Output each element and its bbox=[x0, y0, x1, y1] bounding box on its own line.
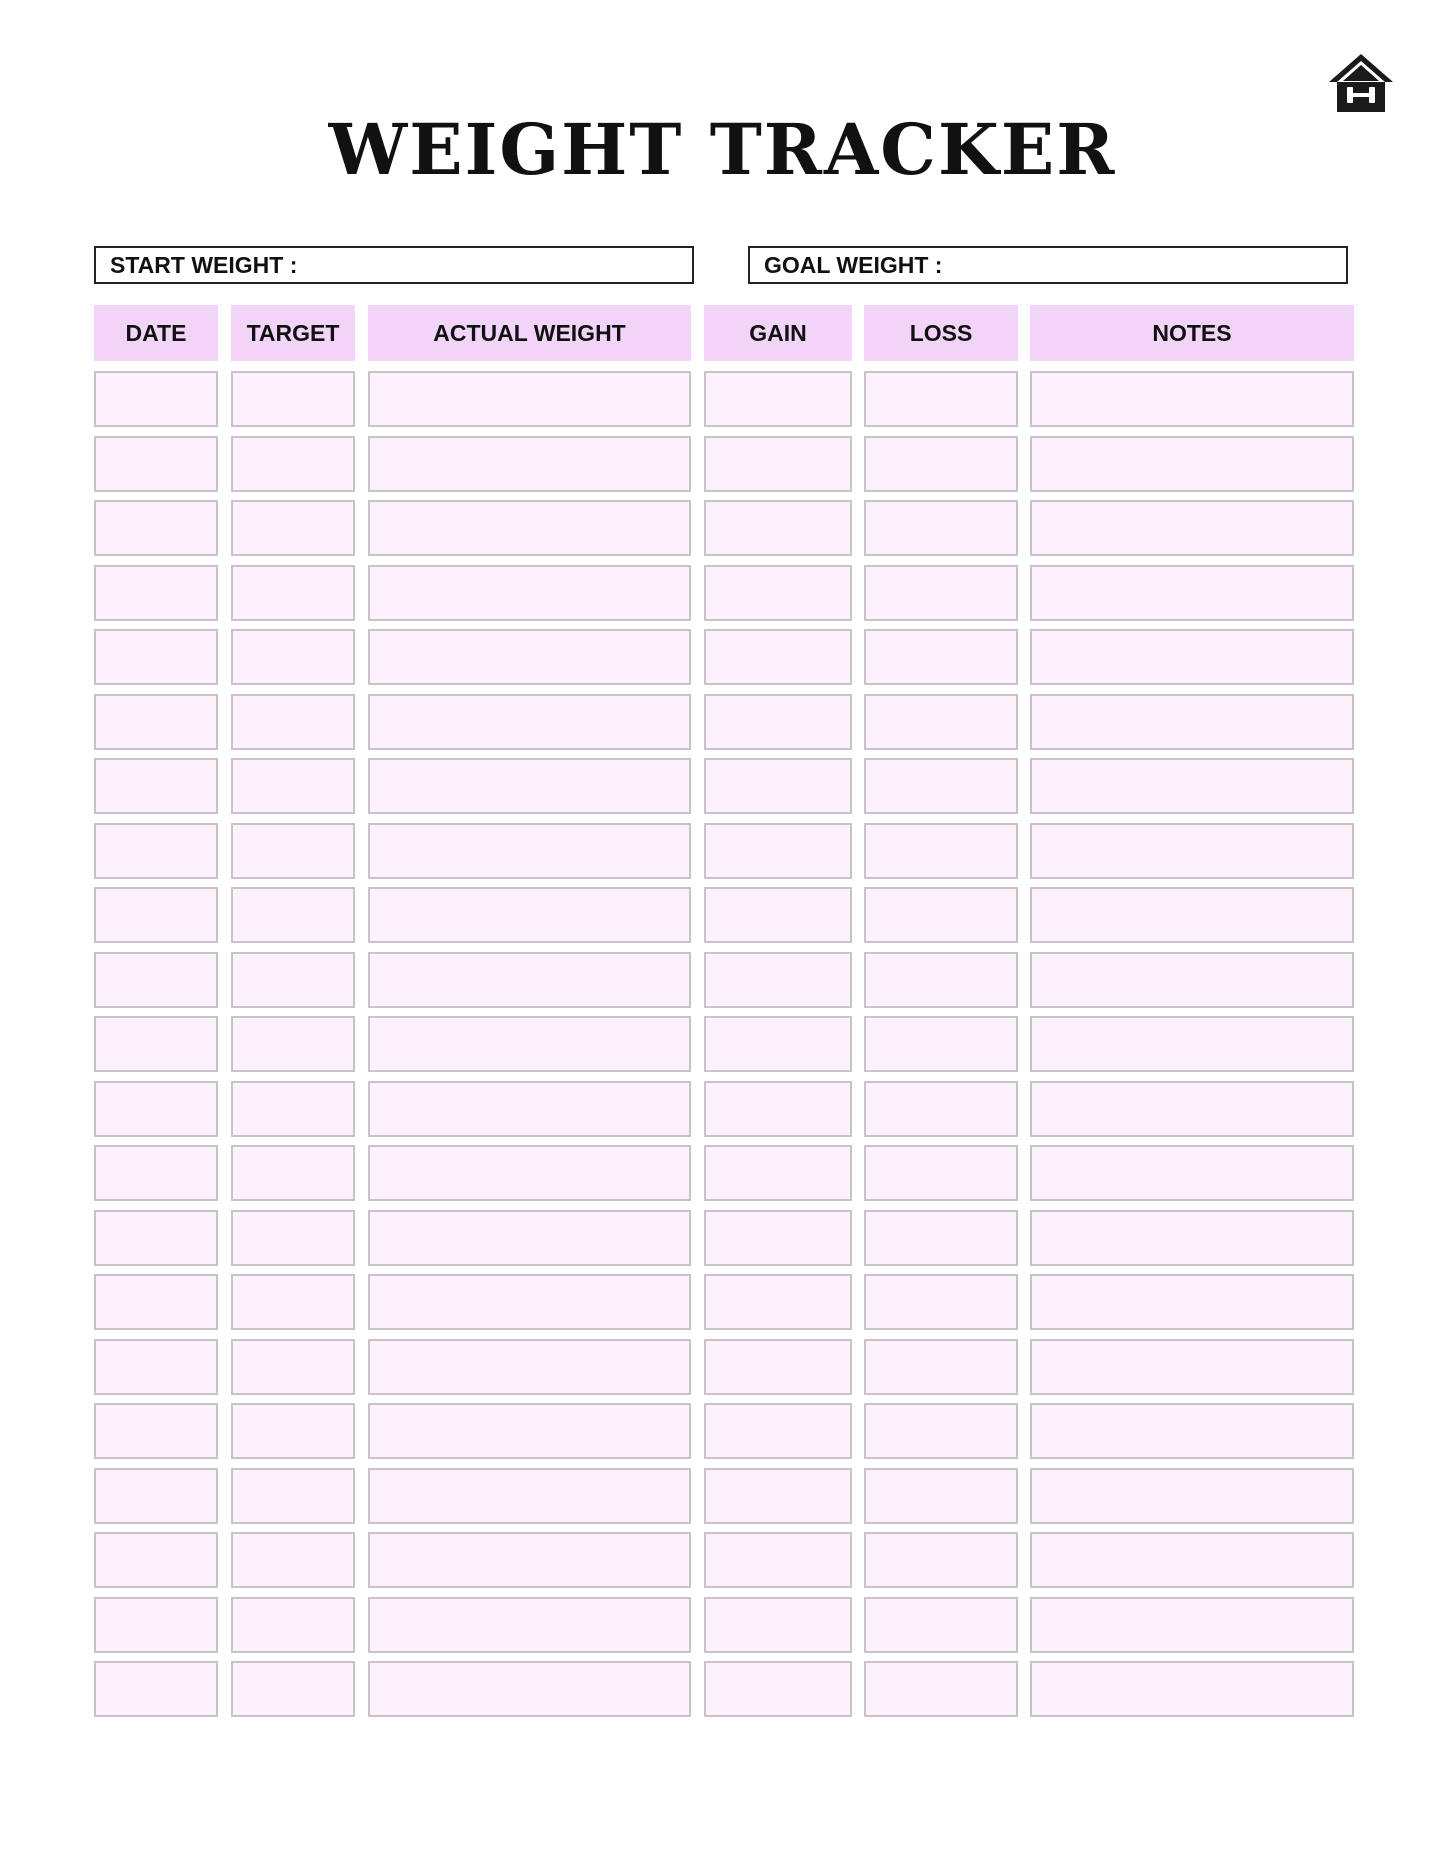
table-cell-target[interactable] bbox=[231, 823, 355, 879]
table-cell-actual-weight[interactable] bbox=[368, 758, 691, 814]
table-cell-notes[interactable] bbox=[1030, 1016, 1354, 1072]
table-cell-actual-weight[interactable] bbox=[368, 952, 691, 1008]
table-cell-date[interactable] bbox=[94, 436, 218, 492]
table-cell-target[interactable] bbox=[231, 694, 355, 750]
table-cell-gain[interactable] bbox=[704, 1597, 852, 1653]
column-header-notes: NOTES bbox=[1030, 305, 1354, 361]
table-cell-date[interactable] bbox=[94, 694, 218, 750]
table-cell-date[interactable] bbox=[94, 371, 218, 427]
table-cell-notes[interactable] bbox=[1030, 1468, 1354, 1524]
table-cell-actual-weight[interactable] bbox=[368, 500, 691, 556]
table-cell-date[interactable] bbox=[94, 565, 218, 621]
table-cell-date[interactable] bbox=[94, 823, 218, 879]
table-cell-loss[interactable] bbox=[864, 1210, 1018, 1266]
table-cell-date[interactable] bbox=[94, 1145, 218, 1201]
table-cell-actual-weight[interactable] bbox=[368, 1016, 691, 1072]
table-cell-gain[interactable] bbox=[704, 1145, 852, 1201]
start-weight-field[interactable] bbox=[94, 246, 694, 284]
table-cell-target[interactable] bbox=[231, 629, 355, 685]
table-cell-date[interactable] bbox=[94, 1274, 218, 1330]
table-cell-gain[interactable] bbox=[704, 371, 852, 427]
table-cell-notes[interactable] bbox=[1030, 1274, 1354, 1330]
table-cell-target[interactable] bbox=[231, 1532, 355, 1588]
table-cell-date[interactable] bbox=[94, 1597, 218, 1653]
table-cell-notes[interactable] bbox=[1030, 952, 1354, 1008]
table-cell-loss[interactable] bbox=[864, 565, 1018, 621]
table-cell-gain[interactable] bbox=[704, 823, 852, 879]
table-cell-date[interactable] bbox=[94, 952, 218, 1008]
table-cell-gain[interactable] bbox=[704, 1339, 852, 1395]
table-cell-gain[interactable] bbox=[704, 952, 852, 1008]
table-cell-target[interactable] bbox=[231, 1081, 355, 1137]
table-cell-gain[interactable] bbox=[704, 1532, 852, 1588]
table-cell-notes[interactable] bbox=[1030, 1339, 1354, 1395]
table-cell-date[interactable] bbox=[94, 887, 218, 943]
table-cell-date[interactable] bbox=[94, 1016, 218, 1072]
table-cell-notes[interactable] bbox=[1030, 1532, 1354, 1588]
column-header-loss: LOSS bbox=[864, 305, 1018, 361]
table-cell-gain[interactable] bbox=[704, 887, 852, 943]
table-cell-loss[interactable] bbox=[864, 1597, 1018, 1653]
table-cell-loss[interactable] bbox=[864, 823, 1018, 879]
table-cell-target[interactable] bbox=[231, 758, 355, 814]
table-cell-gain[interactable] bbox=[704, 1403, 852, 1459]
table-cell-date[interactable] bbox=[94, 758, 218, 814]
table-cell-loss[interactable] bbox=[864, 1016, 1018, 1072]
table-cell-gain[interactable] bbox=[704, 500, 852, 556]
table-cell-target[interactable] bbox=[231, 1403, 355, 1459]
table-cell-loss[interactable] bbox=[864, 500, 1018, 556]
table-cell-gain[interactable] bbox=[704, 1274, 852, 1330]
table-cell-loss[interactable] bbox=[864, 1145, 1018, 1201]
table-cell-notes[interactable] bbox=[1030, 887, 1354, 943]
table-cell-notes[interactable] bbox=[1030, 1403, 1354, 1459]
table-cell-target[interactable] bbox=[231, 1597, 355, 1653]
table-cell-actual-weight[interactable] bbox=[368, 436, 691, 492]
table-cell-notes[interactable] bbox=[1030, 371, 1354, 427]
table-cell-gain[interactable] bbox=[704, 1210, 852, 1266]
table-cell-notes[interactable] bbox=[1030, 823, 1354, 879]
table-cell-date[interactable] bbox=[94, 1403, 218, 1459]
column-header-date: DATE bbox=[94, 305, 218, 361]
table-cell-target[interactable] bbox=[231, 952, 355, 1008]
table-cell-loss[interactable] bbox=[864, 436, 1018, 492]
table-cell-loss[interactable] bbox=[864, 629, 1018, 685]
table-cell-date[interactable] bbox=[94, 500, 218, 556]
table-cell-gain[interactable] bbox=[704, 1081, 852, 1137]
home-gym-logo-icon bbox=[1327, 52, 1395, 116]
table-cell-actual-weight[interactable] bbox=[368, 1081, 691, 1137]
table-cell-gain[interactable] bbox=[704, 694, 852, 750]
table-cell-date[interactable] bbox=[94, 1468, 218, 1524]
table-cell-loss[interactable] bbox=[864, 1339, 1018, 1395]
table-cell-gain[interactable] bbox=[704, 436, 852, 492]
table-cell-gain[interactable] bbox=[704, 1661, 852, 1717]
table-cell-target[interactable] bbox=[231, 1661, 355, 1717]
table-cell-date[interactable] bbox=[94, 1210, 218, 1266]
table-cell-target[interactable] bbox=[231, 1468, 355, 1524]
table-cell-actual-weight[interactable] bbox=[368, 887, 691, 943]
table-cell-loss[interactable] bbox=[864, 952, 1018, 1008]
table-cell-actual-weight[interactable] bbox=[368, 1274, 691, 1330]
table-cell-actual-weight[interactable] bbox=[368, 1145, 691, 1201]
table-cell-gain[interactable] bbox=[704, 1016, 852, 1072]
table-cell-loss[interactable] bbox=[864, 1532, 1018, 1588]
table-cell-target[interactable] bbox=[231, 565, 355, 621]
goal-weight-label: GOAL WEIGHT : bbox=[764, 251, 943, 278]
column-header-gain: GAIN bbox=[704, 305, 852, 361]
column-header-actual-weight: ACTUAL WEIGHT bbox=[368, 305, 691, 361]
table-cell-target[interactable] bbox=[231, 1016, 355, 1072]
table-cell-notes[interactable] bbox=[1030, 1210, 1354, 1266]
table-cell-date[interactable] bbox=[94, 1081, 218, 1137]
table-cell-actual-weight[interactable] bbox=[368, 1339, 691, 1395]
table-cell-notes[interactable] bbox=[1030, 758, 1354, 814]
table-cell-notes[interactable] bbox=[1030, 1145, 1354, 1201]
table-cell-target[interactable] bbox=[231, 887, 355, 943]
table-cell-date[interactable] bbox=[94, 1532, 218, 1588]
table-cell-loss[interactable] bbox=[864, 1661, 1018, 1717]
table-cell-loss[interactable] bbox=[864, 1274, 1018, 1330]
table-cell-notes[interactable] bbox=[1030, 1661, 1354, 1717]
table-cell-date[interactable] bbox=[94, 1339, 218, 1395]
table-cell-loss[interactable] bbox=[864, 758, 1018, 814]
table-cell-target[interactable] bbox=[231, 1210, 355, 1266]
table-cell-target[interactable] bbox=[231, 436, 355, 492]
table-cell-actual-weight[interactable] bbox=[368, 1468, 691, 1524]
table-cell-actual-weight[interactable] bbox=[368, 629, 691, 685]
table-cell-notes[interactable] bbox=[1030, 629, 1354, 685]
table-cell-loss[interactable] bbox=[864, 1468, 1018, 1524]
column-header-target: TARGET bbox=[231, 305, 355, 361]
table-cell-notes[interactable] bbox=[1030, 694, 1354, 750]
table-cell-target[interactable] bbox=[231, 1274, 355, 1330]
table-cell-loss[interactable] bbox=[864, 887, 1018, 943]
table-cell-notes[interactable] bbox=[1030, 565, 1354, 621]
start-weight-label: START WEIGHT : bbox=[110, 251, 298, 278]
table-cell-notes[interactable] bbox=[1030, 1081, 1354, 1137]
table-cell-notes[interactable] bbox=[1030, 500, 1354, 556]
table-cell-actual-weight[interactable] bbox=[368, 1210, 691, 1266]
table-cell-gain[interactable] bbox=[704, 758, 852, 814]
table-cell-actual-weight[interactable] bbox=[368, 371, 691, 427]
table-cell-actual-weight[interactable] bbox=[368, 1661, 691, 1717]
goal-weight-field[interactable] bbox=[748, 246, 1348, 284]
table-cell-loss[interactable] bbox=[864, 1403, 1018, 1459]
table-cell-date[interactable] bbox=[94, 1661, 218, 1717]
table-cell-target[interactable] bbox=[231, 500, 355, 556]
table-cell-gain[interactable] bbox=[704, 565, 852, 621]
table-cell-actual-weight[interactable] bbox=[368, 1532, 691, 1588]
table-cell-target[interactable] bbox=[231, 1145, 355, 1201]
table-cell-target[interactable] bbox=[231, 371, 355, 427]
table-cell-target[interactable] bbox=[231, 1339, 355, 1395]
table-cell-notes[interactable] bbox=[1030, 436, 1354, 492]
page-title: WEIGHT TRACKER bbox=[328, 108, 1117, 191]
table-cell-notes[interactable] bbox=[1030, 1597, 1354, 1653]
table-cell-loss[interactable] bbox=[864, 694, 1018, 750]
table-cell-loss[interactable] bbox=[864, 371, 1018, 427]
table-cell-actual-weight[interactable] bbox=[368, 1403, 691, 1459]
table-cell-date[interactable] bbox=[94, 629, 218, 685]
table-cell-actual-weight[interactable] bbox=[368, 694, 691, 750]
table-cell-gain[interactable] bbox=[704, 629, 852, 685]
table-cell-actual-weight[interactable] bbox=[368, 1597, 691, 1653]
table-cell-loss[interactable] bbox=[864, 1081, 1018, 1137]
table-cell-actual-weight[interactable] bbox=[368, 565, 691, 621]
table-cell-gain[interactable] bbox=[704, 1468, 852, 1524]
table-cell-actual-weight[interactable] bbox=[368, 823, 691, 879]
